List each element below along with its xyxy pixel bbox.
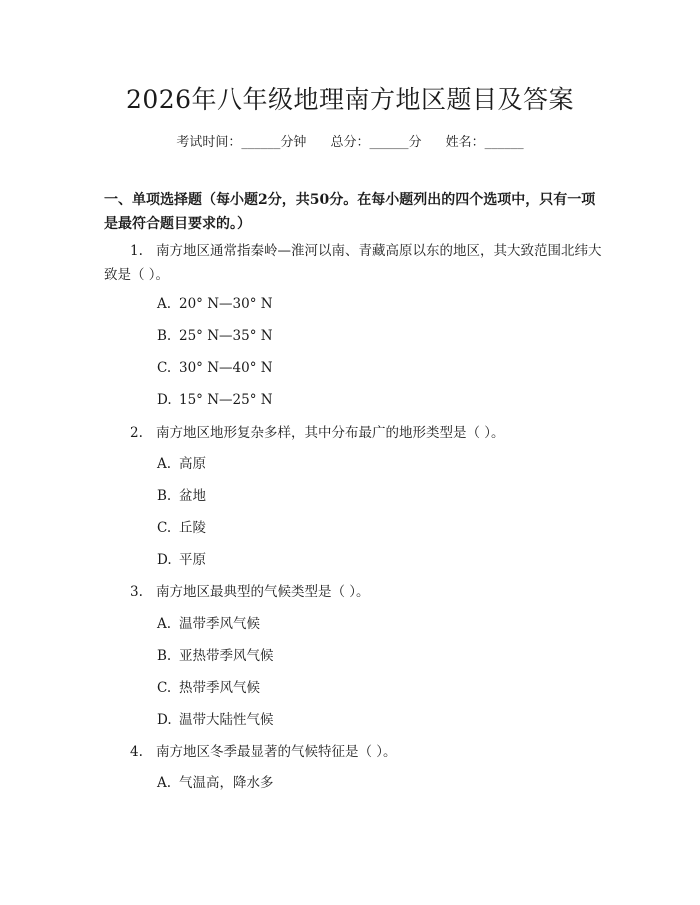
option-letter: D. [157, 552, 172, 568]
option-text: 25° N—35° N [179, 328, 273, 344]
option-2b [157, 486, 206, 506]
option-text: 温带季风气候 [179, 616, 260, 632]
option-letter: A. [157, 456, 172, 472]
option-2a [157, 454, 206, 474]
option-text: 亚热带季风气候 [179, 648, 274, 664]
total-score-field [330, 131, 421, 150]
option-text: 20° N—30° N [179, 296, 273, 312]
exam-meta [0, 131, 700, 150]
question-4 [104, 740, 604, 764]
option-text: 高原 [179, 456, 206, 472]
option-1c [157, 358, 273, 378]
section-heading: 一、单项选择题（每小题2分，共50分。在每小题列出的四个选项中，只有一项是最符合题目要求的。） [104, 192, 596, 232]
question-3 [104, 580, 604, 604]
option-text: 盆地 [179, 488, 206, 504]
option-2d [157, 550, 206, 570]
option-text: 30° N—40° N [179, 360, 273, 376]
option-letter: B. [157, 488, 172, 504]
option-text: 温带大陆性气候 [179, 712, 274, 728]
option-1b [157, 326, 273, 346]
option-letter: D. [157, 392, 172, 408]
option-text: 热带季风气候 [179, 680, 260, 696]
question-number: 3. [130, 584, 143, 600]
page-title: 2026年八年级地理南方地区题目及答案 [125, 85, 575, 114]
option-letter: A. [157, 296, 172, 312]
option-3d [157, 710, 274, 730]
question-text: 南方地区通常指秦岭—淮河以南、青藏高原以东的地区，其大致范围北纬大致是（ ）。 [104, 243, 602, 283]
question-2 [104, 421, 604, 445]
option-1a [157, 294, 273, 314]
name-blank: ______ [484, 135, 524, 150]
option-letter: D. [157, 712, 172, 728]
total-score-unit: 分 [408, 135, 422, 150]
option-letter: A. [157, 616, 172, 632]
option-4a [157, 773, 274, 793]
exam-time-label: 考试时间： [176, 135, 242, 150]
option-letter: B. [157, 328, 172, 344]
option-3b [157, 646, 274, 666]
question-text: 南方地区最典型的气候类型是（ ）。 [156, 584, 370, 600]
option-letter: B. [157, 648, 172, 664]
option-3c [157, 678, 260, 698]
option-letter: A. [157, 775, 172, 791]
exam-time-unit: 分钟 [280, 135, 307, 150]
option-letter: C. [157, 360, 172, 376]
exam-time-blank: ______ [241, 135, 281, 150]
exam-time-field [176, 131, 306, 150]
question-1 [104, 239, 604, 287]
option-letter: C. [157, 680, 172, 696]
total-score-blank: ______ [369, 135, 409, 150]
option-1d [157, 390, 273, 410]
option-3a [157, 614, 260, 634]
option-letter: C. [157, 520, 172, 536]
name-field [446, 131, 524, 150]
option-2c [157, 518, 206, 538]
option-text: 丘陵 [179, 520, 206, 536]
question-text: 南方地区冬季最显著的气候特征是（ ）。 [156, 744, 397, 760]
question-number: 1. [130, 243, 143, 259]
option-text: 15° N—25° N [179, 392, 273, 408]
option-text: 气温高，降水多 [179, 775, 274, 791]
question-number: 4. [130, 744, 143, 760]
name-label: 姓名： [445, 135, 485, 150]
question-number: 2. [130, 425, 143, 441]
total-score-label: 总分： [330, 135, 370, 150]
option-text: 平原 [179, 552, 206, 568]
question-text: 南方地区地形复杂多样，其中分布最广的地形类型是（ ）。 [156, 425, 505, 441]
